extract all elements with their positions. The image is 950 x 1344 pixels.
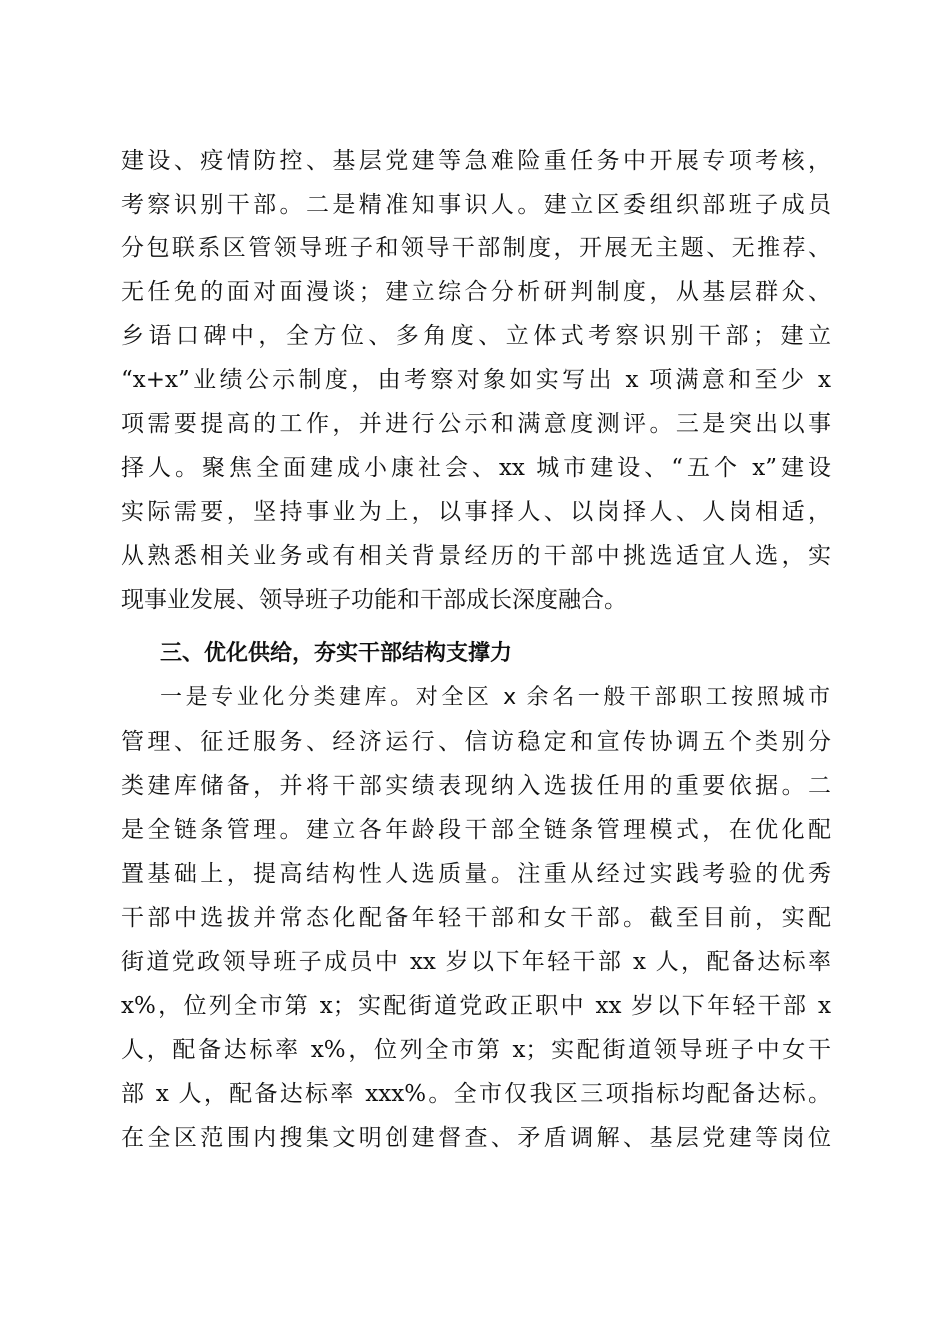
body-line-1: 建设、疫情防控、基层党建等急难险重任务中开展专项考核， [121,148,831,174]
body-line-23: 在全区范围内搜集文明创建督查、矛盾调解、基层党建等岗位 [121,1125,831,1151]
body-line-9: 实际需要，坚持事业为上，以事择人、以岗择人、人岗相适， [121,499,831,525]
body-line-20: x%，位列全市第 x；实配街道党政正职中 xx 岁以下年轻干部 x [121,993,831,1019]
body-line-8: 择人。聚焦全面建成小康社会、xx 城市建设、“五个 x”建设 [121,455,831,481]
body-line-18: 干部中选拔并常态化配备年轻干部和女干部。截至目前，实配 [121,905,831,931]
body-line-10: 从熟悉相关业务或有相关背景经历的干部中挑选适宜人选，实 [121,543,831,569]
body-line-22: 部 x 人，配备达标率 xxx%。全市仅我区三项指标均配备达标。 [121,1081,831,1107]
body-line-15: 类建库储备，并将干部实绩表现纳入选拔任用的重要依据。二 [121,773,831,799]
body-line-5: 乡语口碑中，全方位、多角度、立体式考察识别干部；建立 [121,323,831,349]
body-line-7: 项需要提高的工作，并进行公示和满意度测评。三是突出以事 [121,411,831,437]
body-line-13: 一是专业化分类建库。对全区 x 余名一般干部职工按照城市 [160,685,830,710]
body-line-17: 置基础上，提高结构性人选质量。注重从经过实践考验的优秀 [121,861,831,887]
section-heading: 三、优化供给，夯实干部结构支撑力 [160,641,513,666]
body-line-11: 现事业发展、领导班子功能和干部成长深度融合。 [121,587,627,613]
body-line-16: 是全链条管理。建立各年龄段干部全链条管理模式，在优化配 [121,817,831,843]
body-line-3: 分包联系区管领导班子和领导干部制度，开展无主题、无推荐、 [121,235,831,261]
body-line-21: 人，配备达标率 x%，位列全市第 x；实配街道领导班子中女干 [121,1037,831,1063]
body-line-6: “x+x”业绩公示制度，由考察对象如实写出 x 项满意和至少 x [121,367,831,393]
body-line-2: 考察识别干部。二是精准知事识人。建立区委组织部班子成员 [121,192,831,218]
body-line-4: 无任免的面对面漫谈；建立综合分析研判制度，从基层群众、 [121,279,831,305]
body-line-14: 管理、征迁服务、经济运行、信访稳定和宣传协调五个类别分 [121,729,831,755]
body-line-19: 街道党政领导班子成员中 xx 岁以下年轻干部 x 人，配备达标率 [121,949,831,975]
